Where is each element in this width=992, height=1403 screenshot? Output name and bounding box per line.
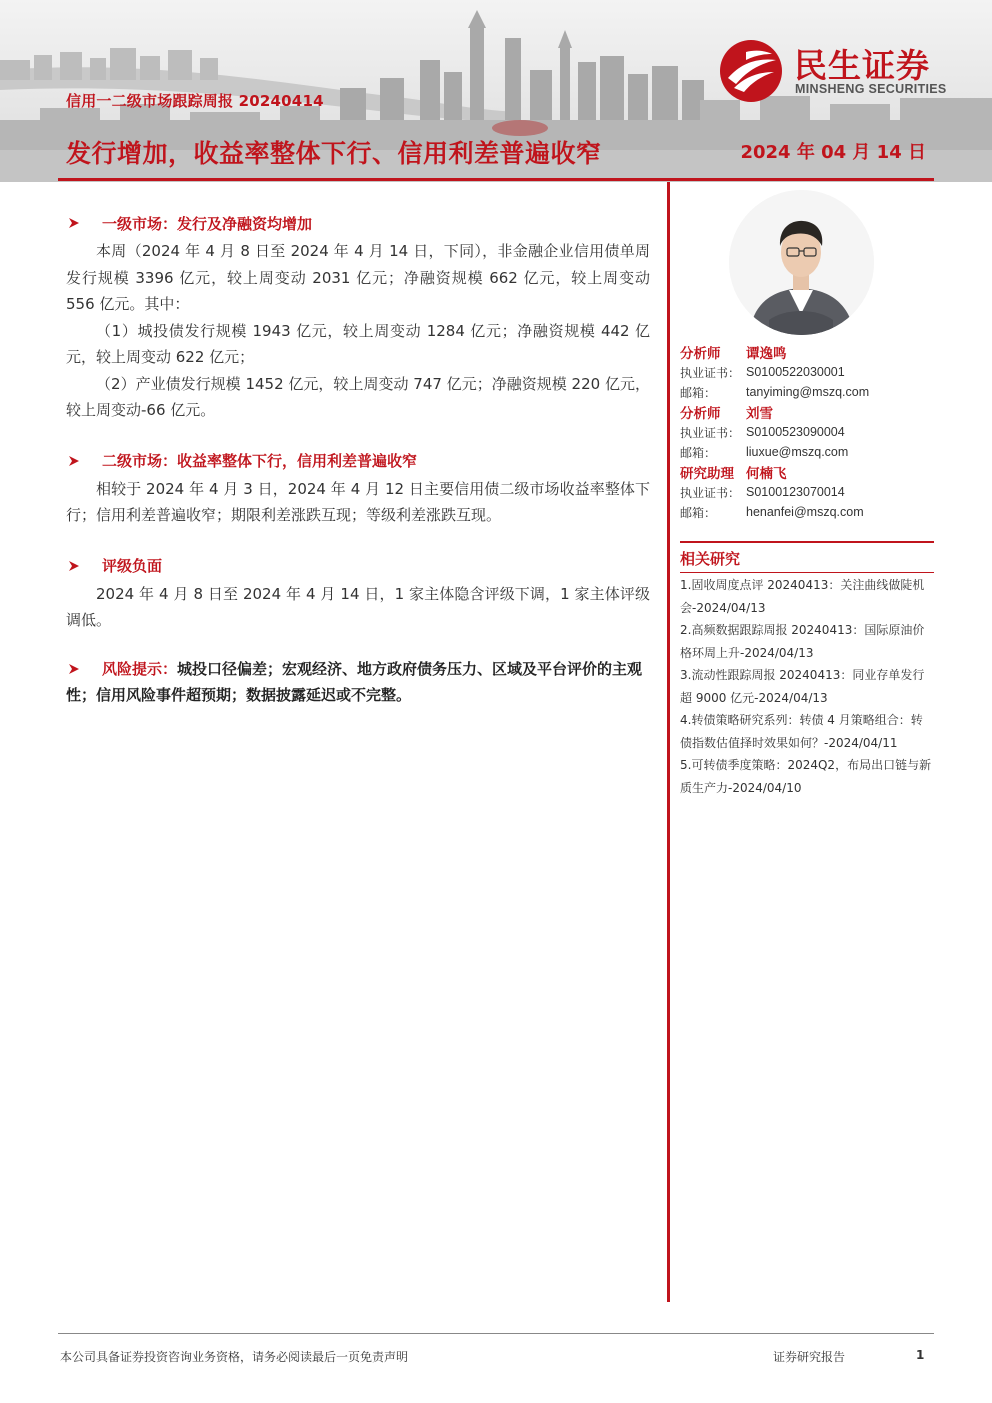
arrow-bullet-icon <box>68 560 80 572</box>
related-rule <box>680 572 934 573</box>
section-rating-negative <box>66 551 650 634</box>
paragraph: 相较于 2024 年 4 月 3 日，2024 年 4 月 12 日主要信用债二级市场收益率整体下行；信用利差普遍收窄；期限利差涨跌互现；等级利差涨跌互现。 <box>66 479 650 524</box>
report-date: 2024 年 04 月 14 日 <box>740 142 926 163</box>
analyst-role: 研究助理 <box>680 466 734 482</box>
analyst-name: 刘雪 <box>746 406 773 422</box>
arrow-bullet-icon <box>68 217 80 229</box>
email-label: 邮箱： <box>680 505 717 520</box>
related-research-item[interactable]: 4.转债策略研究系列：转债 4 月策略组合：转债指数估值择时效果如何？-2024/04/11 <box>680 713 923 750</box>
main-content <box>66 208 650 731</box>
section-title: 二级市场：收益率整体下行，信用利差普遍收窄 <box>102 452 418 470</box>
email-link[interactable]: liuxue@mszq.com <box>746 445 849 459</box>
section-risk <box>66 656 650 709</box>
report-title: 发行增加，收益率整体下行、信用利差普遍收窄 <box>66 139 602 168</box>
email-label: 邮箱： <box>680 385 717 400</box>
paragraph: 2024 年 4 月 8 日至 2024 年 4 月 14 日，1 家主体隐含评级下调，1 家主体评级调低。 <box>66 584 650 629</box>
cert-number: S0100123070014 <box>746 485 845 499</box>
paragraph: 本周（2024 年 4 月 8 日至 2024 年 4 月 14 日，下同），非金融企业信用债单周发行规模 3396 亿元，较上周变动 2031 亿元；净融资规模 662 亿元，较上周变动 556 亿元。其中： <box>66 242 650 313</box>
email-label: 邮箱： <box>680 445 717 460</box>
email-link[interactable]: tanyiming@mszq.com <box>746 385 870 399</box>
section-title: 评级负面 <box>102 557 163 575</box>
section-title: 一级市场：发行及净融资均增加 <box>102 214 313 233</box>
header-banner <box>0 0 992 182</box>
related-research-item[interactable]: 2.高频数据跟踪周报 20240413：国际原油价格环周上升-2024/04/13 <box>680 623 925 660</box>
footer-disclaimer: 本公司具备证券投资咨询业务资格，请务必阅读最后一页免责声明 <box>60 1350 409 1364</box>
logo-chinese-name: 民生证券 <box>794 46 930 85</box>
cert-label: 执业证书： <box>680 365 741 380</box>
page-number: 1 <box>916 1348 925 1362</box>
footer-doc-type: 证券研究报告 <box>773 1350 846 1364</box>
report-series: 信用一二级市场跟踪周报 20240414 <box>66 92 324 110</box>
analyst-list <box>680 342 934 522</box>
risk-text: 城投口径偏差；宏观经济、地方政府债务压力、区域及平台评价的主观性；信用风险事件超预期；数据披露延迟或不完整。 <box>66 659 643 704</box>
company-logo <box>718 38 968 102</box>
avatar-photo <box>729 190 874 335</box>
arrow-bullet-icon <box>68 455 80 467</box>
paragraph: （2）产业债发行规模 1452 亿元，较上周变动 747 亿元；净融资规模 220 亿元，较上周变动-66 亿元。 <box>66 374 650 419</box>
email-link[interactable]: henanfei@mszq.com <box>746 505 864 519</box>
column-divider <box>667 182 670 1302</box>
section-primary-market <box>66 208 650 424</box>
related-rule-top <box>680 541 934 543</box>
arrow-bullet-icon <box>68 663 80 675</box>
minsheng-logo-icon <box>718 38 784 104</box>
related-research-item[interactable]: 5.可转债季度策略：2024Q2，布局出口链与新质生产力-2024/04/10 <box>680 758 932 795</box>
header-rule <box>58 178 934 181</box>
analyst-role: 分析师 <box>680 406 721 422</box>
related-research-item[interactable]: 1.固收周度点评 20240413：关注曲线做陡机会-2024/04/13 <box>680 578 925 615</box>
section-secondary-market <box>66 446 650 529</box>
analyst-name: 何楠飞 <box>746 466 787 482</box>
related-research-title: 相关研究 <box>680 550 741 568</box>
related-research-list <box>680 574 934 799</box>
risk-label: 风险提示： <box>102 659 178 678</box>
footer-rule <box>58 1333 934 1334</box>
analyst-avatar <box>729 190 874 335</box>
cert-number: S0100523090004 <box>746 425 845 439</box>
analyst-name: 谭逸鸣 <box>746 346 787 362</box>
cert-label: 执业证书： <box>680 425 741 440</box>
cert-number: S0100522030001 <box>746 365 845 379</box>
cert-label: 执业证书： <box>680 485 741 500</box>
logo-english-name: MINSHENG SECURITIES <box>795 82 947 96</box>
analyst-role: 分析师 <box>680 346 721 362</box>
paragraph: （1）城投债发行规模 1943 亿元，较上周变动 1284 亿元；净融资规模 442 亿元，较上周变动 622 亿元； <box>66 321 650 366</box>
related-research-item[interactable]: 3.流动性跟踪周报 20240413：同业存单发行超 9000 亿元-2024/04/13 <box>680 668 925 705</box>
